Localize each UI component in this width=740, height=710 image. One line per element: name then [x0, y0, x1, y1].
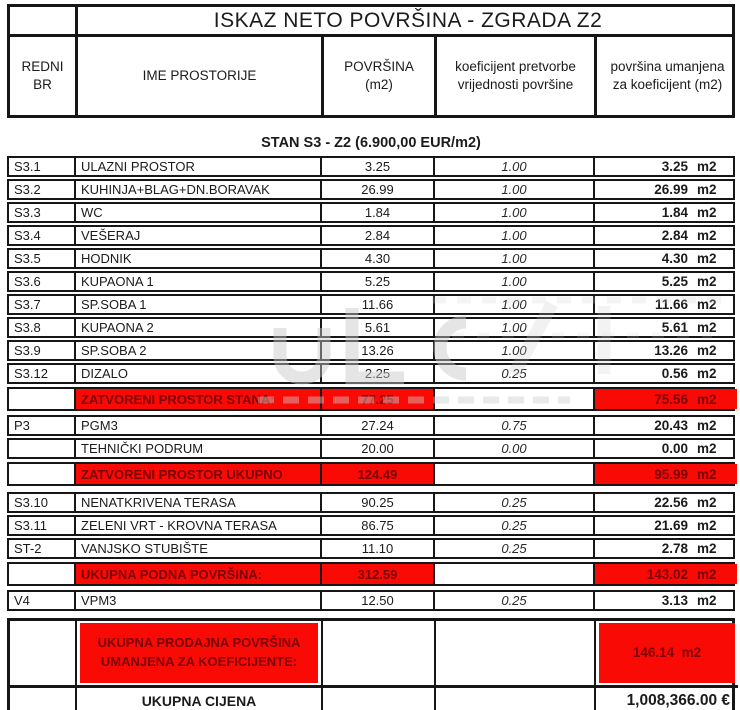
result-unit: m2 [697, 320, 717, 335]
result-unit: m2 [697, 495, 717, 510]
result-unit: m2 [697, 251, 717, 266]
result-cell [593, 273, 737, 290]
row-id-cell: S3.1 [14, 159, 41, 174]
result-cell [593, 494, 737, 511]
row-id-cell: ST-2 [14, 541, 42, 556]
room-name-cell: WC [74, 204, 320, 221]
area-row [7, 492, 735, 513]
result-cell [593, 319, 737, 336]
room-name-cell: ZELENI VRT - KROVNA TERASA [74, 517, 320, 534]
area-cell: 26.99 [320, 181, 433, 198]
coefficient-cell: 0.25 [433, 592, 593, 609]
coefficient-cell: 1.00 [433, 273, 593, 290]
area-cell: 11.10 [320, 540, 433, 557]
row-id-cell: S3.7 [14, 297, 41, 312]
result-value: 22.56 [654, 495, 688, 510]
coefficient-cell [433, 389, 593, 409]
result-cell [593, 517, 737, 534]
area-cell: 4.30 [320, 250, 433, 267]
result-value: 13.26 [654, 343, 688, 358]
result-cell [593, 389, 737, 409]
room-name-cell: HODNIK [74, 250, 320, 267]
area-row [7, 317, 735, 338]
area-cell: 124.49 [320, 464, 433, 484]
result-value: 3.25 [661, 159, 688, 174]
document-content [7, 4, 735, 710]
room-name-cell: KUPAONA 1 [74, 273, 320, 290]
row-id-cell: S3.6 [14, 274, 41, 289]
result-unit: m2 [697, 441, 717, 456]
result-unit: m2 [697, 566, 717, 582]
totals-empty-cell [321, 685, 434, 710]
area-row [7, 248, 735, 269]
result-value: 20.43 [654, 418, 688, 433]
row-id-cell: S3.2 [14, 182, 41, 197]
result-value: 3.13 [661, 593, 688, 608]
area-row [7, 590, 735, 611]
area-row [7, 363, 735, 384]
area-row [7, 294, 735, 315]
result-cell [593, 250, 737, 267]
row-id-cell [9, 440, 74, 457]
row-id-cell [9, 389, 74, 409]
coefficient-cell: 0.00 [433, 440, 593, 457]
row-id-cell: P3 [14, 418, 30, 433]
coefficient-cell: 1.00 [433, 181, 593, 198]
result-unit: m2 [697, 466, 717, 482]
result-unit: m2 [697, 228, 717, 243]
area-cell: 11.66 [320, 296, 433, 313]
result-value: 4.30 [661, 251, 688, 266]
header-corner-cell [10, 7, 75, 34]
area-row [7, 202, 735, 223]
area-cell: 13.26 [320, 342, 433, 359]
totals-empty-cell [434, 621, 594, 685]
total-price-label: UKUPNA CIJENA [75, 685, 321, 710]
total-price-value: 1,008,366.00 € [594, 685, 738, 710]
result-cell [593, 227, 737, 244]
result-value: 95.99 [654, 466, 688, 482]
column-header-ime-prostorije: IME PROSTORIJE [75, 37, 321, 115]
document-title: ISKAZ NETO POVRŠINA - ZGRADA Z2 [75, 7, 738, 34]
area-row [7, 438, 735, 459]
area-cell: 312.59 [320, 564, 433, 584]
column-header-redni-br: REDNI BR [21, 58, 64, 92]
area-cell: 12.50 [320, 592, 433, 609]
result-value: 5.61 [661, 320, 688, 335]
row-id-cell: S3.5 [14, 251, 41, 266]
coefficient-cell: 1.00 [433, 342, 593, 359]
column-header-povrsina: POVRŠINA (m2) [321, 37, 434, 115]
result-cell [593, 440, 737, 457]
area-cell: 1.84 [320, 204, 433, 221]
result-cell [593, 365, 737, 382]
result-value: 11.66 [654, 297, 688, 312]
row-id-cell: S3.8 [14, 320, 41, 335]
result-cell [593, 296, 737, 313]
coefficient-cell: 1.00 [433, 204, 593, 221]
column-header-koeficijent: koeficijent pretvorbe vrijednosti površine [434, 37, 594, 115]
area-row [7, 340, 735, 361]
result-value: 143.02 [646, 566, 688, 582]
totals-empty-cell [10, 685, 75, 710]
result-cell [593, 592, 737, 609]
room-name-cell: VEŠERAJ [74, 227, 320, 244]
result-cell [593, 204, 737, 221]
coefficient-cell: 1.00 [433, 296, 593, 313]
coefficient-cell: 1.00 [433, 227, 593, 244]
area-row [7, 538, 735, 559]
column-header-povrsina-umanjena: površina umanjena za koeficijent (m2) [594, 37, 738, 115]
room-name-cell: UKUPNA PODNA POVRŠINA: [74, 564, 320, 584]
coefficient-cell [433, 464, 593, 484]
row-id-cell [9, 564, 74, 584]
row-id-cell: S3.3 [14, 205, 41, 220]
area-cell: 5.25 [320, 273, 433, 290]
area-row [7, 415, 735, 436]
row-id-cell [9, 464, 74, 484]
coefficient-cell: 1.00 [433, 158, 593, 175]
room-name-cell: ULAZNI PROSTOR [74, 158, 320, 175]
room-name-cell: ZATVORENI PROSTOR STANA: [74, 389, 320, 409]
area-cell: 90.25 [320, 494, 433, 511]
area-row [7, 156, 735, 177]
room-name-cell: TEHNIČKI PODRUM [74, 440, 320, 457]
area-cell: 77.25 [320, 389, 433, 409]
result-value: 0.00 [661, 441, 688, 456]
coefficient-cell: 1.00 [433, 250, 593, 267]
area-cell: 2.25 [320, 365, 433, 382]
row-id-cell: S3.12 [14, 366, 48, 381]
result-unit: m2 [697, 297, 717, 312]
result-cell [593, 540, 737, 557]
result-cell [593, 464, 737, 484]
header-title-row [10, 7, 732, 34]
area-row [7, 271, 735, 292]
totals-empty-cell [10, 621, 75, 685]
result-cell [593, 564, 737, 584]
area-rows-table [7, 156, 735, 611]
section-title: STAN S3 - Z2 (6.900,00 EUR/m2) [261, 135, 481, 151]
result-value: 0.56 [661, 366, 688, 381]
room-name-cell: KUPAONA 2 [74, 319, 320, 336]
area-cell: 27.24 [320, 417, 433, 434]
room-name-cell: VPM3 [74, 592, 320, 609]
area-cell: 2.84 [320, 227, 433, 244]
totals-empty-cell [434, 685, 594, 710]
room-name-cell: SP.SOBA 2 [74, 342, 320, 359]
result-cell [593, 158, 737, 175]
row-id-cell: S3.9 [14, 343, 41, 358]
area-row [7, 179, 735, 200]
coefficient-cell: 0.75 [433, 417, 593, 434]
room-name-cell: SP.SOBA 1 [74, 296, 320, 313]
area-row [7, 515, 735, 536]
summary-row [7, 562, 735, 586]
result-unit: m2 [697, 593, 717, 608]
total-area-label-cell [75, 621, 321, 685]
result-value: 75.56 [654, 391, 688, 407]
area-cell: 5.61 [320, 319, 433, 336]
result-value: 26.99 [654, 182, 688, 197]
result-unit: m2 [697, 159, 717, 174]
result-value: 2.84 [661, 228, 688, 243]
summary-row [7, 462, 735, 486]
totals-empty-cell [321, 621, 434, 685]
result-value: 5.25 [661, 274, 688, 289]
result-unit: m2 [697, 541, 717, 556]
total-area-value-cell [594, 621, 738, 685]
coefficient-cell [433, 564, 593, 584]
area-cell: 20.00 [320, 440, 433, 457]
header-table [7, 4, 735, 118]
result-cell [593, 417, 737, 434]
room-name-cell: DIZALO [74, 365, 320, 382]
coefficient-cell: 1.00 [433, 319, 593, 336]
result-unit: m2 [697, 343, 717, 358]
column-header-row [10, 34, 732, 115]
result-unit: m2 [697, 418, 717, 433]
area-cell: 3.25 [320, 158, 433, 175]
area-cell: 86.75 [320, 517, 433, 534]
result-value: 21.69 [654, 518, 688, 533]
room-name-cell: VANJSKO STUBIŠTE [74, 540, 320, 557]
coefficient-cell: 0.25 [433, 517, 593, 534]
area-row [7, 225, 735, 246]
summary-row [7, 387, 735, 411]
result-unit: m2 [697, 182, 717, 197]
result-cell [593, 342, 737, 359]
result-value: 1.84 [661, 205, 688, 220]
room-name-cell: NENATKRIVENA TERASA [74, 494, 320, 511]
row-id-cell: S3.10 [14, 495, 48, 510]
row-id-cell: V4 [14, 593, 30, 608]
room-name-cell: PGM3 [74, 417, 320, 434]
coefficient-cell: 0.25 [433, 540, 593, 557]
row-id-cell: S3.11 [14, 518, 48, 533]
totals-table [7, 618, 735, 710]
coefficient-cell: 0.25 [433, 365, 593, 382]
coefficient-cell: 0.25 [433, 494, 593, 511]
result-unit: m2 [697, 366, 717, 381]
result-unit: m2 [697, 518, 717, 533]
room-name-cell: ZATVORENI PROSTOR UKUPNO [74, 464, 320, 484]
result-value: 2.78 [661, 541, 688, 556]
result-unit: m2 [697, 391, 717, 407]
room-name-cell: KUHINJA+BLAG+DN.BORAVAK [74, 181, 320, 198]
total-area-label: UKUPNA PRODAJNA POVRŠINA UMANJENA ZA KOEFICIJENTE: [80, 623, 318, 683]
result-unit: m2 [697, 205, 717, 220]
row-id-cell: S3.4 [14, 228, 41, 243]
total-area-value: 146.14 m2 [599, 623, 735, 683]
result-cell [593, 181, 737, 198]
result-unit: m2 [697, 274, 717, 289]
